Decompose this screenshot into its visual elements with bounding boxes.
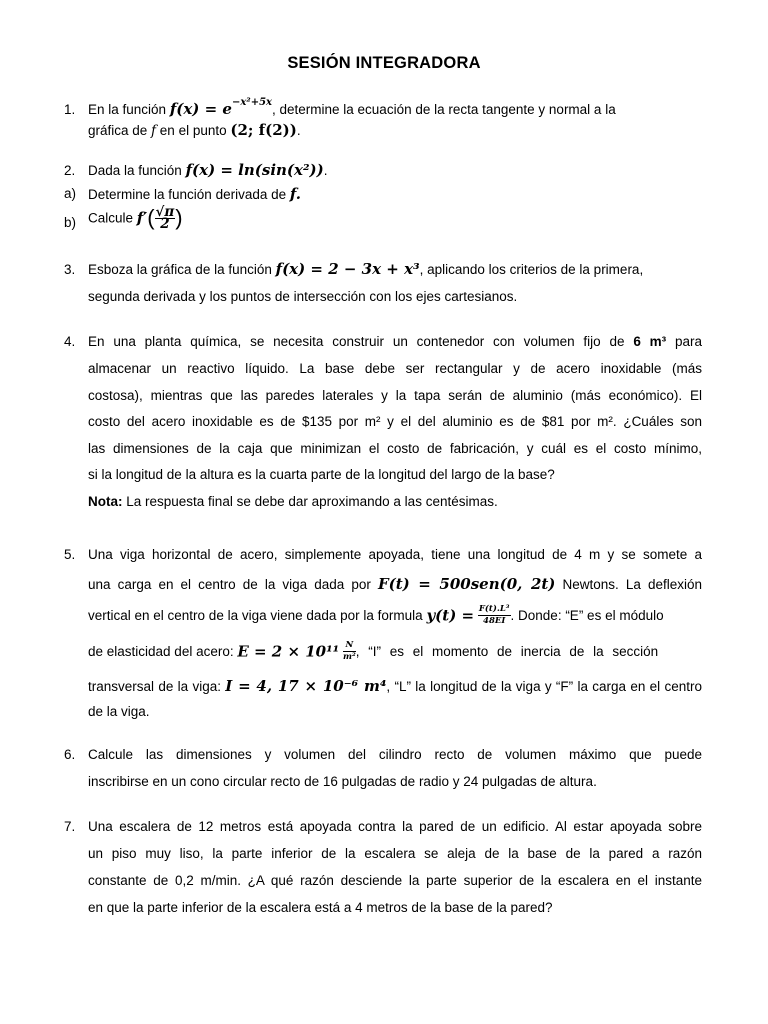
math-expression: F(t) = 500sen(0, 2t) bbox=[377, 575, 556, 593]
question-text-line: de elasticidad del acero: E = 2 × 10¹¹ $\frac{N}{\text{m²}}$ , “I” es el momento de inercia de la sección bbox=[88, 640, 659, 662]
question-text-line: costosa), mientras que las paredes laterales y la tapa serán de aluminio (más económico). El bbox=[88, 388, 702, 403]
question-text-line: si la longitud de la altura es la cuarta parte de la longitud del largo de la base? bbox=[88, 467, 555, 482]
note: Nota: La respuesta final se debe dar aproximando a las centésimas. bbox=[88, 494, 498, 509]
subquestion-label: b) bbox=[64, 215, 77, 230]
question-text-line: vertical en el centro de la viga viene dada por la formula y(t) = $\frac{\text{F(t).L³}}{48EI}$ . Donde: “E” es el módulo bbox=[88, 604, 664, 626]
math-fraction: $\frac{√\pi}{2}$ bbox=[155, 203, 175, 232]
question-text-line: Dada la función f(x) = ln(sin(x²)). bbox=[88, 161, 328, 179]
question-text-line: constante de 0,2 m/min. ¿A qué razón desciende la parte superior de la escalera en el instante bbox=[88, 873, 702, 888]
question-text-line: Calcule las dimensiones y volumen del cilindro recto de volumen máximo que puede bbox=[88, 747, 702, 762]
subquestion-label: a) bbox=[64, 186, 77, 201]
question-text-line: inscribirse en un cono circular recto de 16 pulgadas de radio y 24 pulgadas de altura. bbox=[88, 774, 597, 789]
note-label: Nota: bbox=[88, 494, 123, 509]
math-expression: I = 4, 17 × 10⁻⁶ m⁴ bbox=[225, 677, 387, 695]
math-fraction: $\frac{N}{\text{m²}}$ bbox=[343, 640, 356, 662]
math-expression: f. bbox=[289, 185, 302, 203]
question-number: 5. bbox=[64, 547, 76, 562]
question-number: 6. bbox=[64, 747, 76, 762]
question-number: 3. bbox=[64, 262, 76, 277]
question-text-line: en que la parte inferior de la escalera está a 4 metros de la base de la pared? bbox=[88, 900, 553, 915]
question-text-line: almacenar un reactivo líquido. La base debe ser rectangular y de acero inoxidable (más bbox=[88, 361, 702, 376]
question-text-line: transversal de la viga: I = 4, 17 × 10⁻⁶ m⁴, “L” la longitud de la viga y “F” la carga en el centro bbox=[88, 677, 702, 695]
question-text-line: una carga en el centro de la viga dada por F(t) = 500sen(0, 2t) Newtons. La deflexión bbox=[88, 575, 702, 593]
question-text-line: costo del acero inoxidable es de $135 por m² y el del aluminio es de $81 por m². ¿Cuáles son bbox=[88, 414, 702, 429]
question-text-line: Esboza la gráfica de la función f(x) = 2 − 3x + x³, aplicando los criterios de la primera, bbox=[88, 260, 644, 278]
math-expression: f(x) = ln(sin(x²)) bbox=[185, 161, 324, 179]
subquestion-text: Calcule f′( $\frac{√\pi}{2}$ ) bbox=[88, 203, 183, 232]
subquestion-text: Determine la función derivada de f. bbox=[88, 185, 302, 203]
question-text-line: segunda derivada y los puntos de intersección con los ejes cartesianos. bbox=[88, 289, 518, 304]
math-expression: f(x) = e bbox=[169, 100, 232, 118]
question-text-line: un piso muy liso, la parte inferior de la escalera se aleja de la base de la pared a razón bbox=[88, 846, 702, 861]
question-text-line: de la viga. bbox=[88, 704, 150, 719]
question-text-line: Una escalera de 12 metros está apoyada contra la pared de un edificio. Al estar apoyada sobre bbox=[88, 819, 702, 834]
question-text-line: En una planta química, se necesita construir un contenedor con volumen fijo de 6 m³ para bbox=[88, 334, 702, 349]
math-expression: f′ bbox=[136, 209, 148, 227]
math-expression: f(x) = 2 − 3x + x³ bbox=[275, 260, 420, 278]
question-text-line: Una viga horizontal de acero, simplemente apoyada, tiene una longitud de 4 m y se somete a bbox=[88, 547, 702, 562]
question-text-line: las dimensiones de la caja que minimizan el costo de fabricación, y cuál es el costo mínimo, bbox=[88, 441, 702, 456]
question-number: 1. bbox=[64, 102, 76, 117]
question-text-line: En la función $f(x) = e^{-x^2+5x}$, determine la ecuación de la recta tangente y normal a la bbox=[88, 97, 616, 118]
math-exponent: −x²+5x bbox=[231, 97, 272, 108]
question-number: 7. bbox=[64, 819, 76, 834]
question-number: 4. bbox=[64, 334, 76, 349]
math-fraction: $\frac{\text{F(t).L³}}{48EI}$ bbox=[478, 604, 510, 626]
math-expression: f bbox=[151, 123, 157, 139]
question-number: 2. bbox=[64, 163, 76, 178]
math-expression: y(t) = bbox=[426, 606, 475, 625]
math-expression: (2; f(2)) bbox=[230, 121, 297, 139]
question-text-line: gráfica de f en el punto (2; f(2)). bbox=[88, 121, 301, 139]
math-expression: E = 2 × 10¹¹ bbox=[237, 642, 340, 661]
page-title: SESIÓN INTEGRADORA bbox=[287, 54, 481, 72]
